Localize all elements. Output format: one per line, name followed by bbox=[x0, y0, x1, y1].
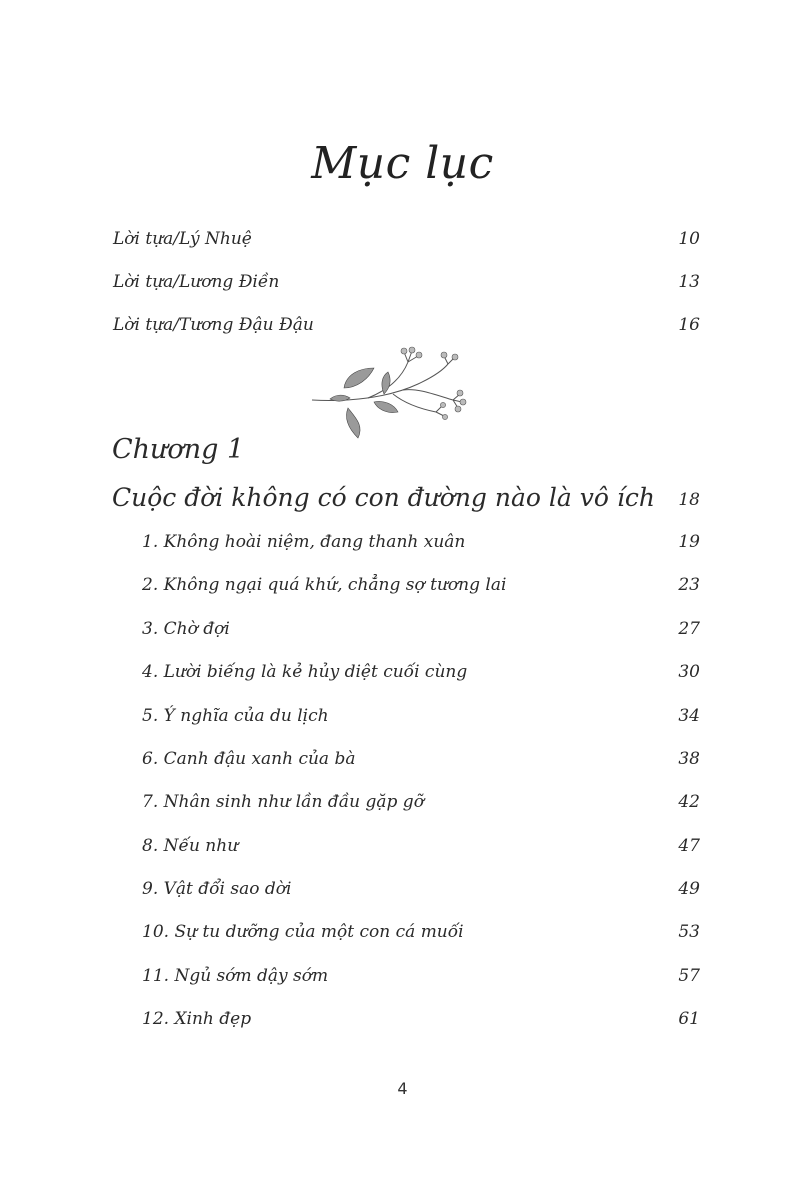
toc-item bbox=[142, 615, 700, 643]
item-title: 12. Xinh đẹp bbox=[142, 1009, 252, 1029]
item-title: 11. Ngủ sớm dậy sớm bbox=[142, 966, 329, 986]
chapter-page: 18 bbox=[678, 490, 700, 510]
item-title: 10. Sự tu dưỡng của một con cá muối bbox=[142, 922, 464, 942]
entry-title: Lời tựa/Lý Nhuệ bbox=[113, 229, 252, 249]
item-title: 5. Ý nghĩa của du lịch bbox=[142, 706, 329, 726]
floral-branch-icon bbox=[308, 342, 468, 442]
page-number: 4 bbox=[397, 1079, 408, 1098]
item-title: 4. Lười biếng là kẻ hủy diệt cuối cùng bbox=[142, 662, 468, 682]
toc-item bbox=[142, 571, 700, 599]
item-page: 42 bbox=[678, 792, 700, 812]
item-page: 57 bbox=[678, 966, 700, 986]
toc-chapter-entry bbox=[112, 480, 700, 516]
item-page: 30 bbox=[678, 662, 700, 682]
chapter-label: Chương 1 bbox=[112, 434, 245, 465]
entry-title: Lời tựa/Lương Điền bbox=[113, 272, 280, 292]
toc-preface-entry bbox=[113, 268, 700, 296]
toc-item bbox=[142, 1005, 700, 1033]
item-page: 61 bbox=[678, 1009, 700, 1029]
item-page: 38 bbox=[678, 749, 700, 769]
toc-item bbox=[142, 962, 700, 990]
toc-item bbox=[142, 875, 700, 903]
toc-preface-entry bbox=[113, 311, 700, 339]
item-title: 2. Không ngại quá khứ, chẳng sợ tương lai bbox=[142, 575, 507, 595]
entry-page: 13 bbox=[678, 272, 700, 292]
entry-page: 16 bbox=[678, 315, 700, 335]
toc-item bbox=[142, 528, 700, 556]
item-title: 8. Nếu như bbox=[142, 836, 239, 856]
toc-item bbox=[142, 918, 700, 946]
page-title: Mục lục bbox=[311, 138, 494, 189]
toc-item bbox=[142, 702, 700, 730]
item-page: 53 bbox=[678, 922, 700, 942]
toc-item bbox=[142, 745, 700, 773]
item-title: 6. Canh đậu xanh của bà bbox=[142, 749, 356, 769]
item-title: 3. Chờ đợi bbox=[142, 619, 230, 639]
item-title: 1. Không hoài niệm, đang thanh xuân bbox=[142, 532, 466, 552]
item-page: 23 bbox=[678, 575, 700, 595]
toc-preface-entry bbox=[113, 225, 700, 253]
item-page: 34 bbox=[678, 706, 700, 726]
chapter-title: Cuộc đời không có con đường nào là vô ích bbox=[112, 483, 655, 512]
item-title: 7. Nhân sinh như lần đầu gặp gỡ bbox=[142, 792, 424, 812]
item-page: 19 bbox=[678, 532, 700, 552]
toc-item bbox=[142, 832, 700, 860]
item-page: 27 bbox=[678, 619, 700, 639]
entry-page: 10 bbox=[678, 229, 700, 249]
toc-item bbox=[142, 788, 700, 816]
toc-item bbox=[142, 658, 700, 686]
item-page: 49 bbox=[678, 879, 700, 899]
entry-title: Lời tựa/Tương Đậu Đậu bbox=[113, 315, 314, 335]
item-title: 9. Vật đổi sao dời bbox=[142, 879, 292, 899]
item-page: 47 bbox=[678, 836, 700, 856]
